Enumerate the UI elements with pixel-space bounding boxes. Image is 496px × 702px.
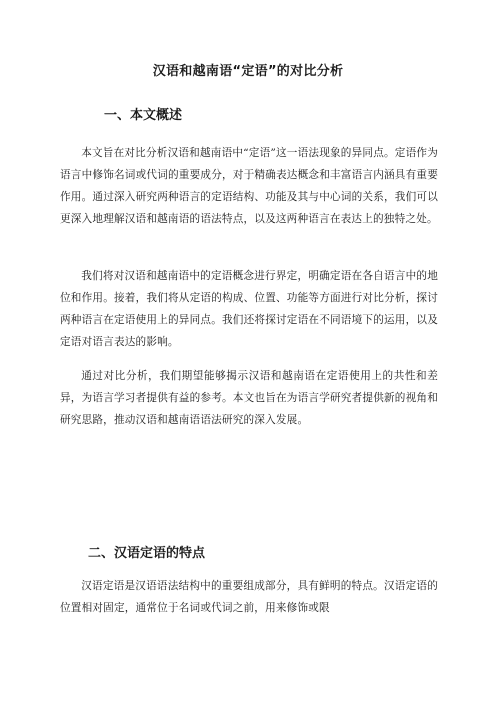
- section-heading-chinese-attributive: 二、汉语定语的特点: [88, 546, 206, 561]
- paragraph: 汉语定语是汉语语法结构中的重要组成部分，具有鲜明的特点。汉语定语的位置相对固定，通常位于名词或代词之前，用来修饰或限: [60, 580, 438, 615]
- section-heading-overview: 一、本文概述: [104, 108, 183, 123]
- paragraph: 通过对比分析，我们期望能够揭示汉语和越南语在定语使用上的共性和差异，为语言学习者提供有益的参考。本文也旨在为语言学研究者提供新的视角和研究思路，推动汉语和越南语语法研究的深入发展。: [60, 370, 438, 427]
- document-title: 汉语和越南语“定语”的对比分析: [152, 64, 344, 79]
- paragraph: 本文旨在对比分析汉语和越南语中“定语”这一语法现象的异同点。定语作为语言中修饰名词或代词的重要成分，对于精确表达概念和丰富语言内涵具有重要作用。通过深入研究两种语言的定语结构、功能及其与中心词的关系，我们可以更深入地理解汉语和越南语的语法特点，以及这两种语言在表达上的独特之处。: [60, 147, 438, 226]
- paragraph: 我们将对汉语和越南语中的定语概念进行界定，明确定语在各自语言中的地位和作用。接着，我们将从定语的构成、位置、功能等方面进行对比分析，探讨两种语言在定语使用上的异同点。我们还将探讨定语在不同语境下的运用，以及定语对语言表达的影响。: [60, 270, 438, 349]
